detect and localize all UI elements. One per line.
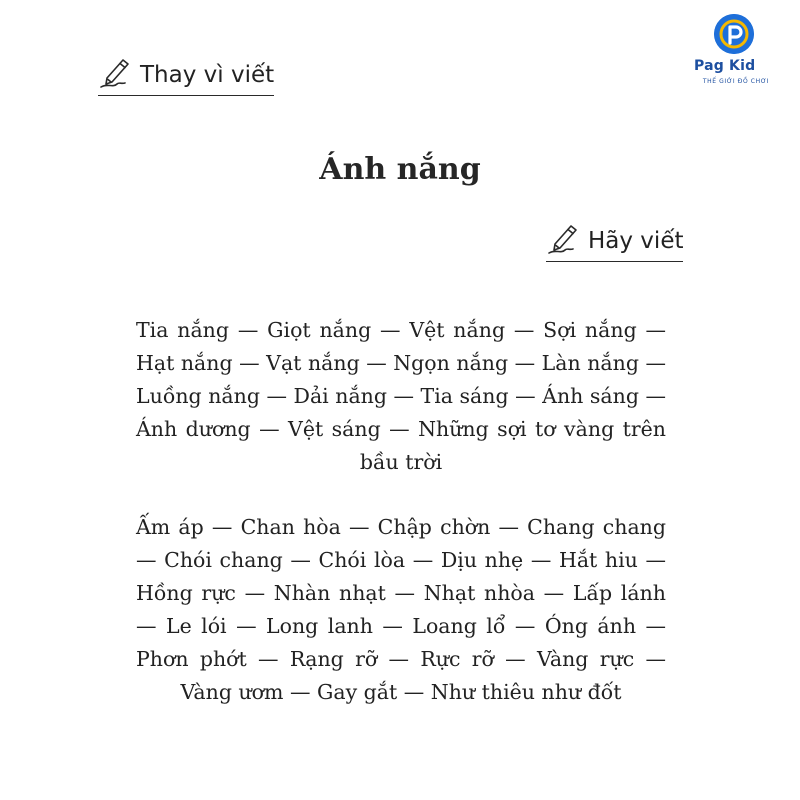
do-instead-label bbox=[546, 216, 683, 262]
do-instead-label-text: Hãy viết bbox=[588, 228, 684, 254]
instead-label bbox=[98, 50, 274, 96]
instead-label-text: Thay vì viết bbox=[140, 62, 275, 88]
logo-tagline: THẾ GIỚI ĐỒ CHƠI bbox=[702, 78, 770, 85]
adjective-synonyms-paragraph: Ấm áp — Chan hòa — Chập chờn — Chang chang — Chói chang — Chói lòa — Dịu nhẹ — Hắt hiu — Hồng rực — Nhàn nhạt — Nhạt nhòa — Lấp lánh — Le lói — Long lanh — Loang lổ — Óng ánh — Phơn phớt — Rạng rỡ — Rực rỡ — Vàng rực — Vàng ươm — Gay gắt — Như thiêu như đốt bbox=[136, 515, 666, 704]
brand-logo bbox=[690, 8, 782, 92]
pencil-icon bbox=[98, 54, 134, 90]
pagkid-logo-icon bbox=[714, 14, 754, 54]
noun-synonyms-paragraph: Tia nắng — Giọt nắng — Vệt nắng — Sợi nắng — Hạt nắng — Vạt nắng — Ngọn nắng — Làn nắng — Luồng nắng — Dải nắng — Tia sáng — Ánh sáng — Ánh dương — Vệt sáng — Những sợi tơ vàng trên bầu trời bbox=[136, 318, 666, 474]
page-title: Ánh nắng bbox=[319, 152, 481, 187]
logo-name: Pag Kid bbox=[694, 58, 756, 74]
pencil-icon bbox=[546, 220, 582, 256]
